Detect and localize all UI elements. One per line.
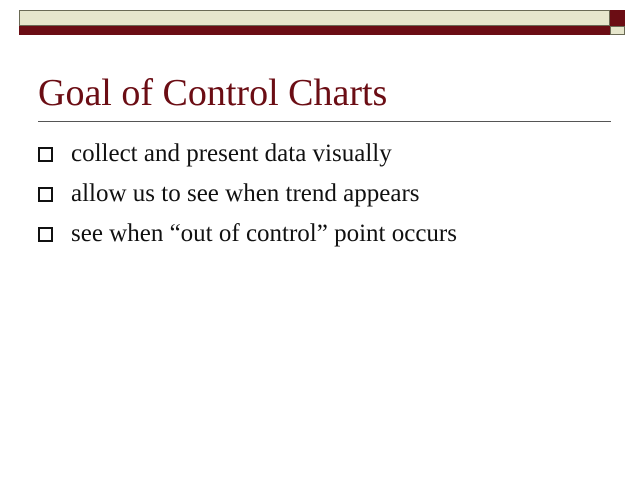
bullet-text: collect and present data visually [71,140,392,167]
bullet-text: see when “out of control” point occurs [71,220,457,247]
bullet-item [38,214,457,254]
slide-title: Goal of Control Charts [38,72,388,114]
header-corner-dark [610,10,625,26]
header-banner-light [19,10,610,26]
hollow-square-bullet-icon [38,147,53,162]
bullet-text: allow us to see when trend appears [71,180,420,207]
bullet-list [38,134,457,254]
header-corner-block [610,10,625,35]
bullet-item [38,134,457,174]
title-divider [38,121,611,122]
bullet-item [38,174,457,214]
header-corner-light [610,26,625,35]
hollow-square-bullet-icon [38,187,53,202]
header-banner-dark [19,26,610,35]
hollow-square-bullet-icon [38,227,53,242]
